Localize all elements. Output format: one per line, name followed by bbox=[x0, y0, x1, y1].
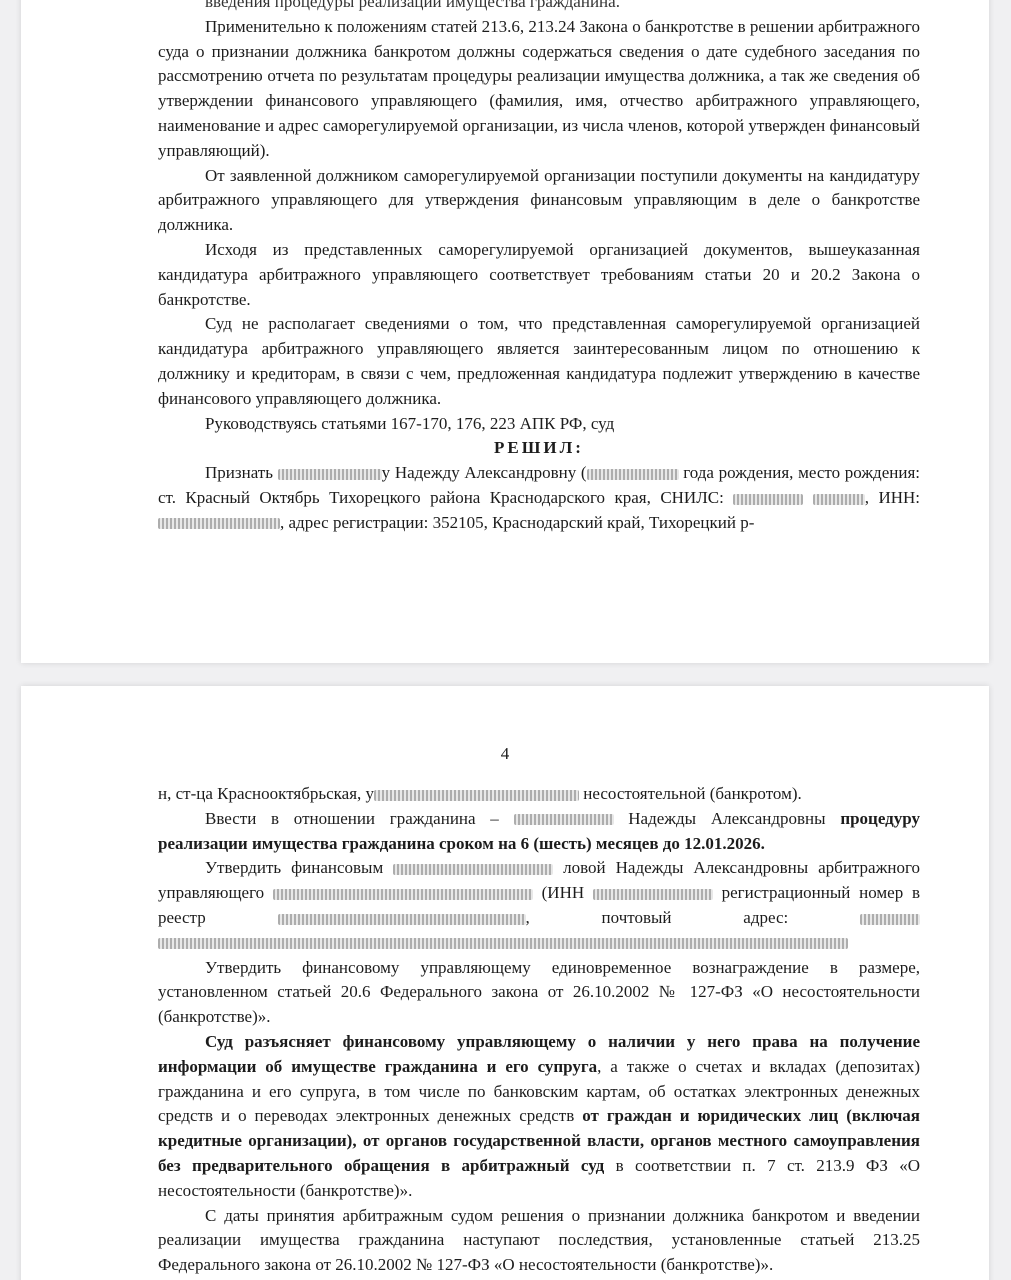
text-segment: Надежды Александровны bbox=[628, 808, 826, 828]
text-segment: года рождения, место рождения: ст. Красный Октябрь Тихорецкого района Краснодарского края, СНИЛС: bbox=[158, 463, 920, 507]
text-segment: , а также о счетах и вкладах (депозитах) гражданина и его супруга, в том числе по банковским картам, об остатках электронных денежных средств и о переводах электронных денежных средств bbox=[158, 1056, 920, 1126]
decision-heading: РЕШИЛ: bbox=[494, 438, 584, 458]
redacted-name bbox=[514, 814, 614, 825]
redacted-postal-code bbox=[860, 914, 920, 925]
redacted-snils-part bbox=[813, 494, 865, 505]
paragraph-court-explains bbox=[158, 1030, 920, 1204]
text-segment: ловой Надежды Александровны арбитражного управляющего bbox=[158, 858, 920, 903]
text-segment: в соответствии п. 7 ст. 213.9 ФЗ «О несостоятельности (банкротстве)». bbox=[158, 1155, 921, 1200]
text-segment: Утвердить финансовым bbox=[205, 858, 384, 878]
text-segment: Ввести в отношении гражданина – bbox=[205, 808, 499, 828]
paragraph-remuneration: Утвердить финансовому управляющему единовременное вознаграждение в размере, установленном статьей 20.6 Федерального закона от 26.10.2002 № 127-ФЗ «О несостоятельности (банкротстве)». bbox=[158, 957, 920, 1027]
paragraph-guided-by: Руководствуясь статьями 167-170, 176, 223 АПК РФ, суд bbox=[205, 413, 615, 433]
paragraph-candidate-compliance: Исходя из представленных саморегулируемой организацией документов, вышеуказанная кандидатура арбитражного управляющего соответствует требованиям статьи 20 и 20.2 Закона о банкротстве. bbox=[158, 239, 920, 309]
paragraph-documents: От заявленной должником саморегулируемой организации поступили документы на кандидатуру арбитражного управляющего для утверждения финансовым управляющим в деле о банкротстве должника. bbox=[158, 165, 920, 235]
bold-text: процедуру реализации имущества гражданина сроком на 6 (шесть) месяцев до 12.01.2026. bbox=[158, 808, 921, 853]
redacted-name bbox=[393, 864, 553, 875]
page-4-text bbox=[158, 782, 920, 1278]
redacted-manager-name bbox=[273, 889, 533, 900]
bold-text: от граждан и юридических лиц (включая кредитные организации), от органов государственной власти, органов местного самоуправления без предварительного обращения в арбитражный суд bbox=[158, 1106, 921, 1175]
paragraph-continuation bbox=[158, 782, 920, 807]
text-segment: (ИНН bbox=[541, 883, 585, 903]
paragraph-declare-bankrupt bbox=[158, 461, 920, 535]
paragraph-no-interest: Суд не располагает сведениями о том, что представленная саморегулируемой организацией кандидатура арбитражного управляющего является заинтересованным лицом по отношению к должнику и кредиторам, в связи с чем, предложенная кандидатура подлежит утверждению в качестве финансового управляющего должника. bbox=[158, 314, 920, 408]
text-segment: Признать bbox=[205, 463, 273, 483]
document-page-3 bbox=[21, 0, 989, 663]
bold-text: Суд разъясняет финансовому управляющему о наличии у него права на получение информации об имуществе гражданина и его супруга bbox=[158, 1031, 920, 1076]
text-segment: , ИНН: bbox=[864, 487, 921, 507]
redacted-inn bbox=[593, 889, 713, 900]
paragraph-requirements: Применительно к положениям статей 213.6, 213.24 Закона о банкротстве в решении арбитражного суда о признании должника банкротом должны содержаться сведения о дате судебного заседания по рассмотрению отчета по результатам процедуры реализации имущества должника, а так же сведения об утверждении финансового управляющего (фамилия, имя, отчество арбитражного управляющего, наименование и адрес саморегулируемой организации, из числа членов, которой утвержден финансовый управляющий). bbox=[158, 16, 920, 160]
paragraph-introduce-procedure bbox=[158, 807, 920, 857]
page-number: 4 bbox=[500, 744, 510, 763]
text-segment: , адрес регистрации: 352105, Краснодарский край, Тихорецкий р- bbox=[280, 512, 755, 532]
paragraph-consequences: С даты принятия арбитражным судом решения о признании должника банкротом и введении реализации имущества гражданина наступают последствия, установленные статьей 213.25 Федерального закона от 26.10.2002 № 127-ФЗ «О несостоятельности (банкротстве)». bbox=[158, 1205, 920, 1275]
text-segment: , почтовый адрес: bbox=[525, 907, 789, 927]
text-segment: у Надежду Александровну ( bbox=[381, 463, 587, 483]
redacted-registry bbox=[278, 914, 526, 925]
text-segment: несостоятельной (банкротом). bbox=[583, 784, 802, 803]
document-page-4 bbox=[21, 686, 989, 1280]
paragraph-appoint-manager bbox=[158, 856, 920, 955]
text-segment: н, ст-ца Краснооктябрьская, у bbox=[158, 784, 375, 803]
page-3-text bbox=[158, 0, 920, 536]
cut-off-line: введения процедуры реализации имущества гражданина. bbox=[205, 0, 620, 11]
redacted-inn bbox=[158, 518, 280, 529]
redacted-surname bbox=[278, 469, 382, 480]
redacted-birth-date bbox=[587, 469, 679, 480]
redacted-postal-address bbox=[158, 938, 848, 949]
redacted-address bbox=[374, 790, 579, 801]
redacted-snils-part bbox=[733, 494, 803, 505]
text-segment: регистрационный номер в реестр bbox=[158, 883, 920, 927]
